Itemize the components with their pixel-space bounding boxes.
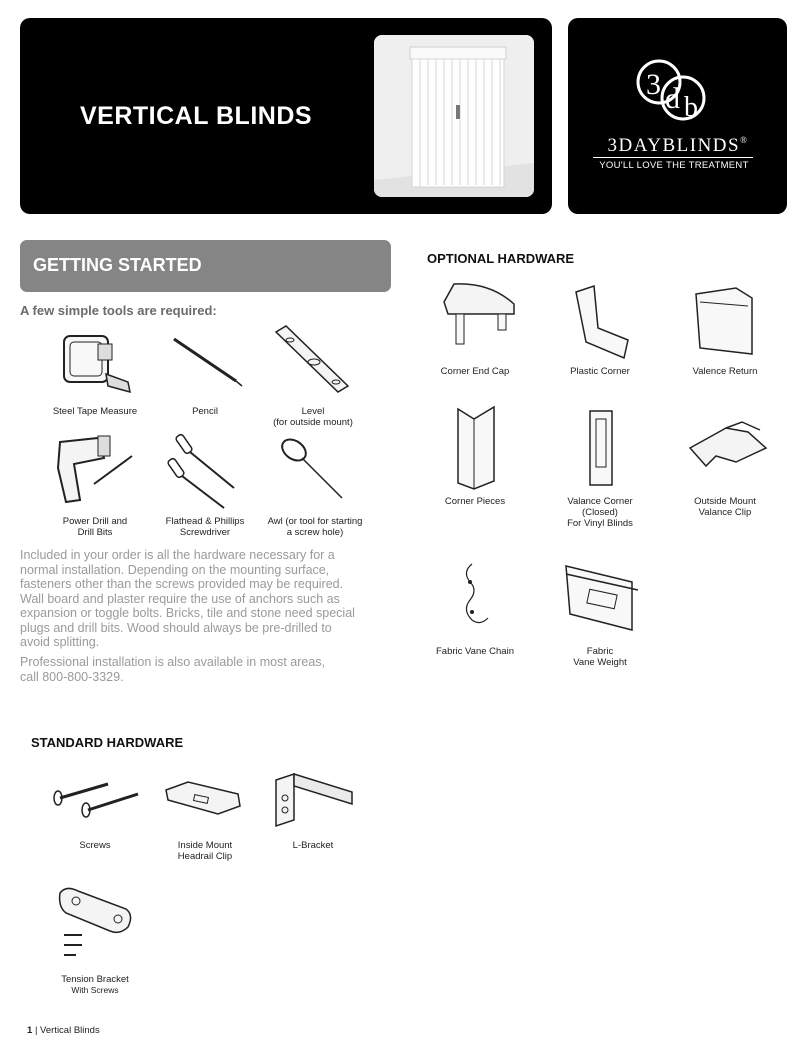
brand-divider [593,157,753,158]
hardware-label-sub: For Vinyl Blinds [567,518,633,529]
headrail-clip-icon [162,778,242,828]
hardware-label-sub: With Screws [71,985,119,995]
tension-bracket-icon [56,883,136,973]
footer-separator: | [34,1025,38,1036]
hardware-label-sub: Headrail Clip [177,851,233,862]
hardware-label: Valence Return [692,366,758,377]
hardware-label-sub: (Closed) [582,507,618,518]
corner-pieces-icon [454,405,499,495]
tools-intro: A few simple tools are required: [20,303,217,318]
svg-text:b: b [684,92,698,123]
tape-measure-icon [58,330,138,405]
vane-weight-icon [562,560,642,640]
optional-hardware-title: OPTIONAL HARDWARE [427,251,575,266]
valence-return-icon [692,284,757,361]
tool-label: Awl (or tool for starting [267,516,363,527]
page-title: VERTICAL BLINDS [80,102,313,130]
hardware-label: Valance Corner [567,496,633,507]
tool-label: Pencil [192,406,218,417]
tool-label-sub: Screwdriver [179,527,231,538]
corner-end-cap-icon [440,280,520,357]
tool-label-sub: a screw hole) [286,527,344,538]
hardware-label: Fabric Vane Chain [436,646,514,657]
svg-text:3: 3 [646,68,661,101]
plastic-corner-icon [568,282,633,367]
hardware-label: Outside Mount [694,496,756,507]
hardware-label-sub: Valance Clip [698,507,752,518]
tool-label-sub: (for outside mount) [273,417,353,428]
hardware-label: Corner Pieces [444,496,506,507]
tool-label-sub: Drill Bits [77,527,113,538]
hardware-label: Corner End Cap [440,366,510,377]
hardware-label: Tension Bracket [61,974,129,985]
page-footer [27,1025,100,1036]
hardware-paragraph: Included in your order is all the hardware necessary for a normal installation. Depending on the mounting surface, fasteners other than the screws provided may be required. Wall board and plaster require the use of anchors such as expansion or toggle bolts. Bricks, tile and stone need special plugs and drill bits. Wood should always be pre-drilled to avoid splitting. [20,548,355,649]
pencil-icon [170,335,245,395]
page-number: 1 [27,1025,33,1036]
hardware-label: Fabric [586,646,614,657]
tool-label: Flathead & Phillips [165,516,245,527]
vane-chain-icon [458,560,498,635]
getting-started-title: GETTING STARTED [33,255,202,275]
footer-title: Vertical Blinds [40,1025,100,1036]
brand-tagline: YOU'LL LOVE THE TREATMENT [599,160,749,171]
screws-icon [50,778,145,828]
installation-paragraph: Professional installation is also available in most areas, call 800-800-3329. [20,655,326,684]
tool-label: Level [301,406,325,417]
brand-logo-icon [635,58,713,131]
vertical-blinds-photo [374,35,534,197]
hardware-label: Plastic Corner [570,366,630,377]
level-icon [272,322,352,402]
hardware-label: Inside Mount [177,840,233,851]
hardware-label: Screws [79,840,111,851]
tool-label: Power Drill and [62,516,128,527]
hardware-label: L-Bracket [292,840,334,851]
brand-name: 3DAYBLINDS® [607,135,749,156]
tool-label: Steel Tape Measure [52,406,138,417]
standard-hardware-title: STANDARD HARDWARE [31,735,184,750]
hardware-label-sub: Vane Weight [573,657,627,668]
svg-text:d: d [665,82,680,115]
power-drill-icon [54,428,138,513]
screwdriver-icon [166,430,246,515]
valance-clip-icon [686,418,768,475]
l-bracket-icon [272,770,357,835]
valance-corner-icon [582,407,622,494]
awl-icon [278,436,348,507]
